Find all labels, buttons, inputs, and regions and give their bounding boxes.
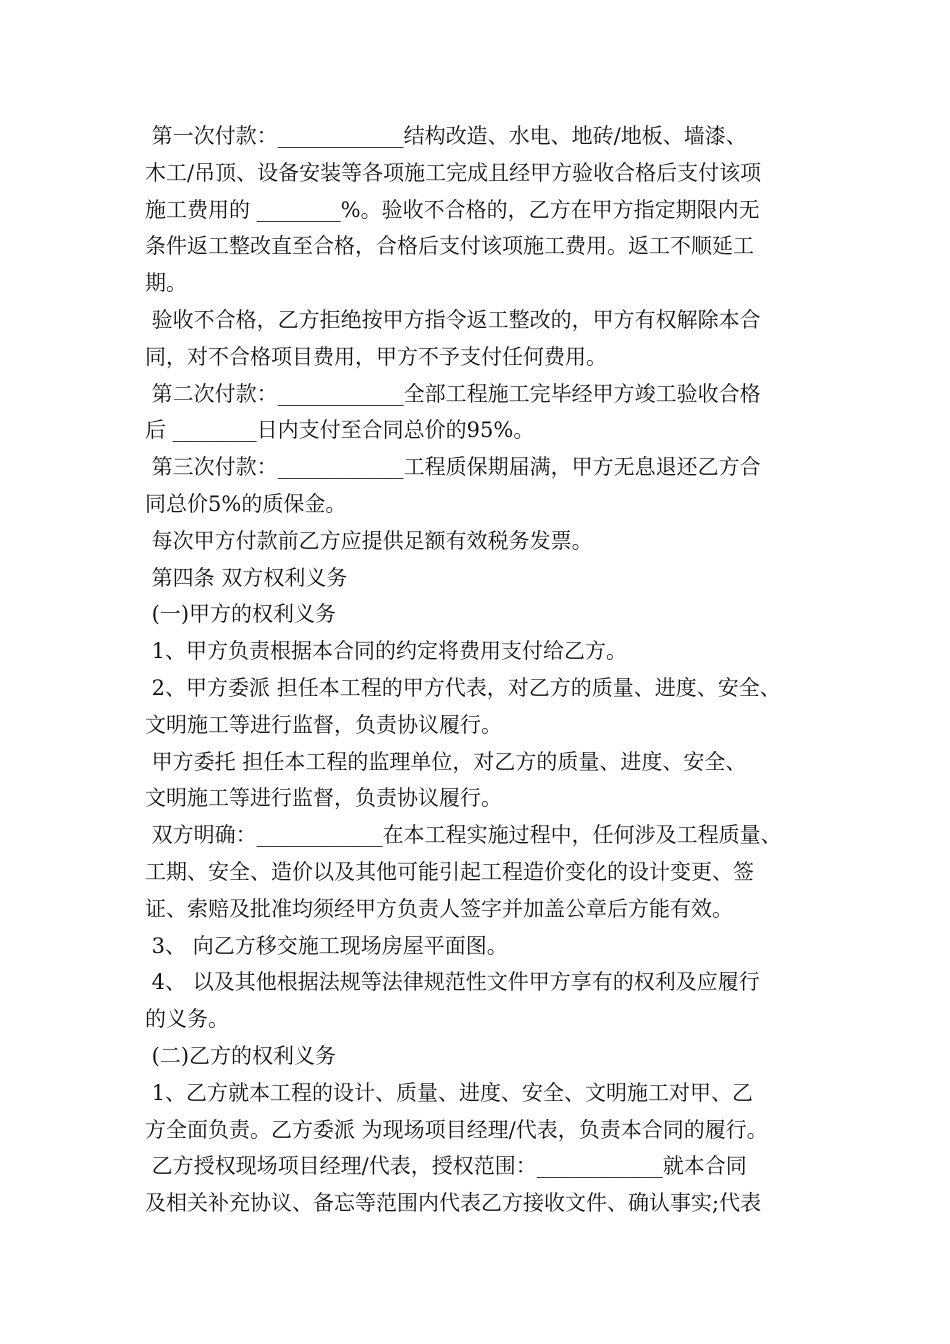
text-line: 4、 以及其他根据法规等法律规范性文件甲方享有的权利及应履行	[145, 970, 760, 995]
text-line: 第二次付款：____________全部工程施工完毕经甲方竣工验收合格	[145, 381, 761, 406]
text-line: 1、甲方负责根据本合同的约定将费用支付给乙方。	[145, 639, 628, 664]
section-heading: 第四条 双方权利义务	[145, 565, 348, 590]
text-line: 3、 向乙方移交施工现场房屋平面图。	[145, 933, 508, 958]
text-line: 及相关补充协议、备忘等范围内代表乙方接收文件、确认事实;代表	[145, 1191, 762, 1216]
contract-text-body	[145, 118, 815, 1222]
text-line: 的义务。	[145, 1007, 229, 1032]
text-line: 乙方授权现场项目经理/代表，授权范围：____________就本合同	[145, 1154, 747, 1179]
text-line: 文明施工等进行监督，负责协议履行。	[145, 712, 502, 737]
text-line: 同，对不合格项目费用，甲方不予支付任何费用。	[145, 344, 607, 369]
text-line: 条件返工整改直至合格，合格后支付该项施工费用。返工不顺延工	[145, 234, 754, 259]
text-line: 每次甲方付款前乙方应提供足额有效税务发票。	[145, 528, 593, 553]
text-line: 施工费用的 ________%。验收不合格的，乙方在甲方指定期限内无	[145, 197, 760, 222]
text-line: 后 ________日内支付至合同总价的95%。	[145, 418, 535, 443]
subsection-heading: (一)甲方的权利义务	[145, 602, 337, 627]
text-line: 2、甲方委派 担任本工程的甲方代表，对乙方的质量、进度、安全、	[145, 675, 781, 700]
text-line: 期。	[145, 271, 187, 296]
text-line: 甲方委托 担任本工程的监理单位，对乙方的质量、进度、安全、	[145, 749, 747, 774]
text-line: 第三次付款：____________工程质保期届满，甲方无息退还乙方合	[145, 455, 761, 480]
text-line: 证、索赔及批准均须经甲方负责人签字并加盖公章后方能有效。	[145, 896, 733, 921]
text-line: 验收不合格，乙方拒绝按甲方指令返工整改的，甲方有权解除本合	[145, 307, 761, 332]
text-line: 第一次付款：____________结构改造、水电、地砖/地板、墙漆、	[145, 124, 747, 148]
text-line: 工期、安全、造价以及其他可能引起工程造价变化的设计变更、签	[145, 859, 754, 884]
text-line: 方全面负责。乙方委派 为现场项目经理/代表，负责本合同的履行。	[145, 1117, 768, 1142]
text-line: 文明施工等进行监督，负责协议履行。	[145, 786, 502, 811]
text-line: 同总价5%的质保金。	[145, 491, 347, 516]
text-line: 木工/吊顶、设备安装等各项施工完成且经甲方验收合格后支付该项	[145, 160, 762, 185]
text-line: 1、乙方就本工程的设计、质量、进度、安全、文明施工对甲、乙	[145, 1080, 754, 1105]
text-line: 双方明确：____________在本工程实施过程中，任何涉及工程质量、	[145, 823, 782, 848]
subsection-heading: (二)乙方的权利义务	[145, 1043, 337, 1068]
